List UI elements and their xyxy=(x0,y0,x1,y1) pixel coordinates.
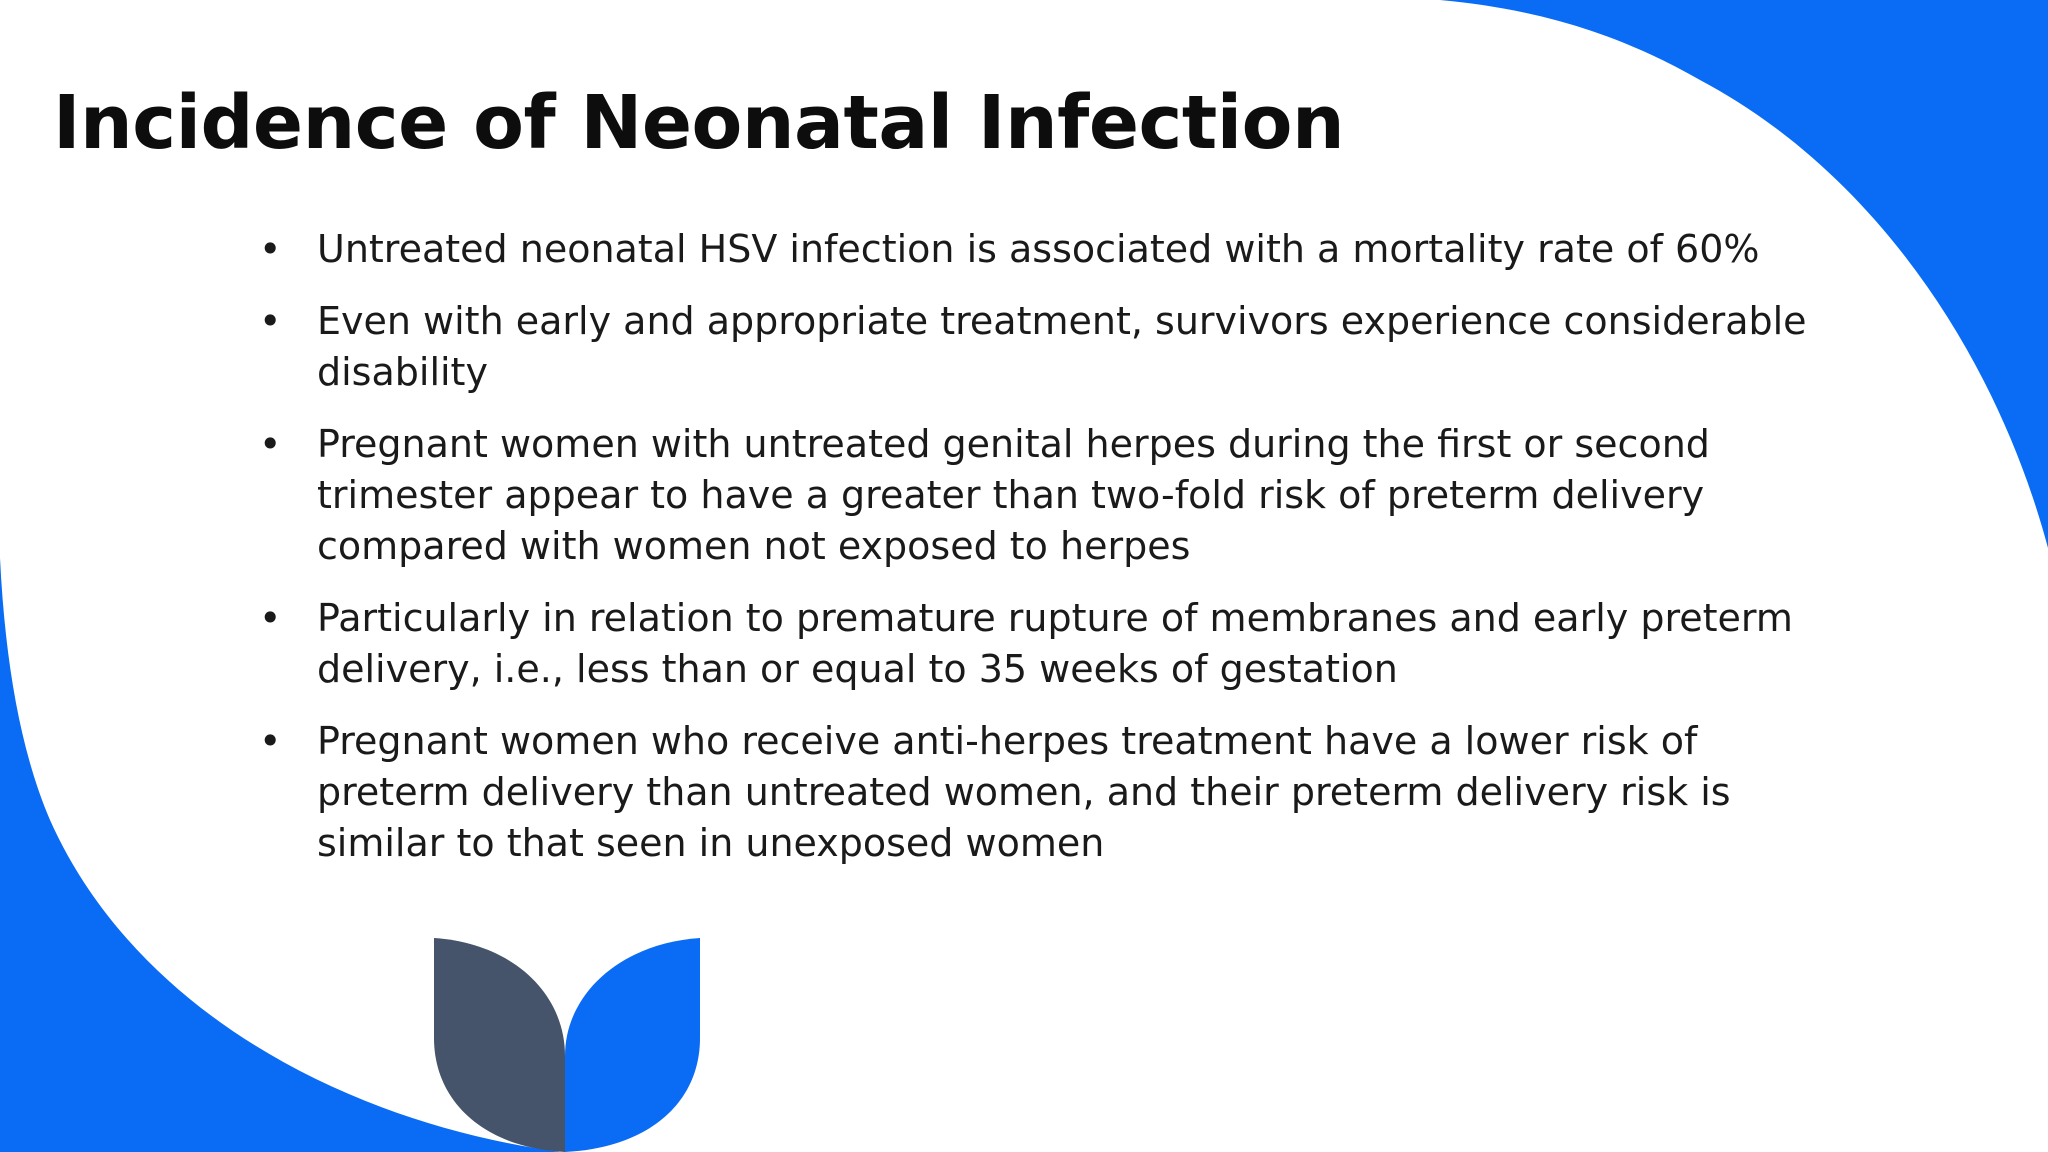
bullet-text: Pregnant women with untreated genital herpes during the first or second trimester appear to have a greater than two-fold risk of preterm delivery compared with women not exposed to herpes xyxy=(317,422,1710,568)
bullet-item xyxy=(254,296,1814,398)
two-leaf-logo-icon xyxy=(434,938,700,1152)
bullet-dot-icon: • xyxy=(259,422,282,466)
bullet-dot-icon: • xyxy=(259,299,282,343)
bullet-text: Even with early and appropriate treatment, survivors experience considerable disability xyxy=(317,299,1807,394)
bullet-dot-icon: • xyxy=(259,227,282,271)
bullet-text: Particularly in relation to premature rupture of membranes and early preterm delivery, i.e., less than or equal to 35 weeks of gestation xyxy=(317,596,1793,691)
bullet-item xyxy=(254,419,1814,572)
bullet-list xyxy=(254,224,1814,890)
bullet-item xyxy=(254,224,1814,275)
bullet-text: Pregnant women who receive anti-herpes treatment have a lower risk of preterm delivery than untreated women, and their preterm delivery risk is similar to that seen in unexposed women xyxy=(317,719,1731,865)
bullet-text: Untreated neonatal HSV infection is associated with a mortality rate of 60% xyxy=(317,227,1760,271)
bullet-dot-icon: • xyxy=(259,596,282,640)
slide-title: Incidence of Neonatal Infection xyxy=(53,80,1345,166)
bullet-item xyxy=(254,716,1814,869)
logo-right-leaf xyxy=(565,938,700,1152)
bullet-item xyxy=(254,593,1814,695)
logo-left-leaf xyxy=(434,938,565,1152)
bullet-dot-icon: • xyxy=(259,719,282,763)
